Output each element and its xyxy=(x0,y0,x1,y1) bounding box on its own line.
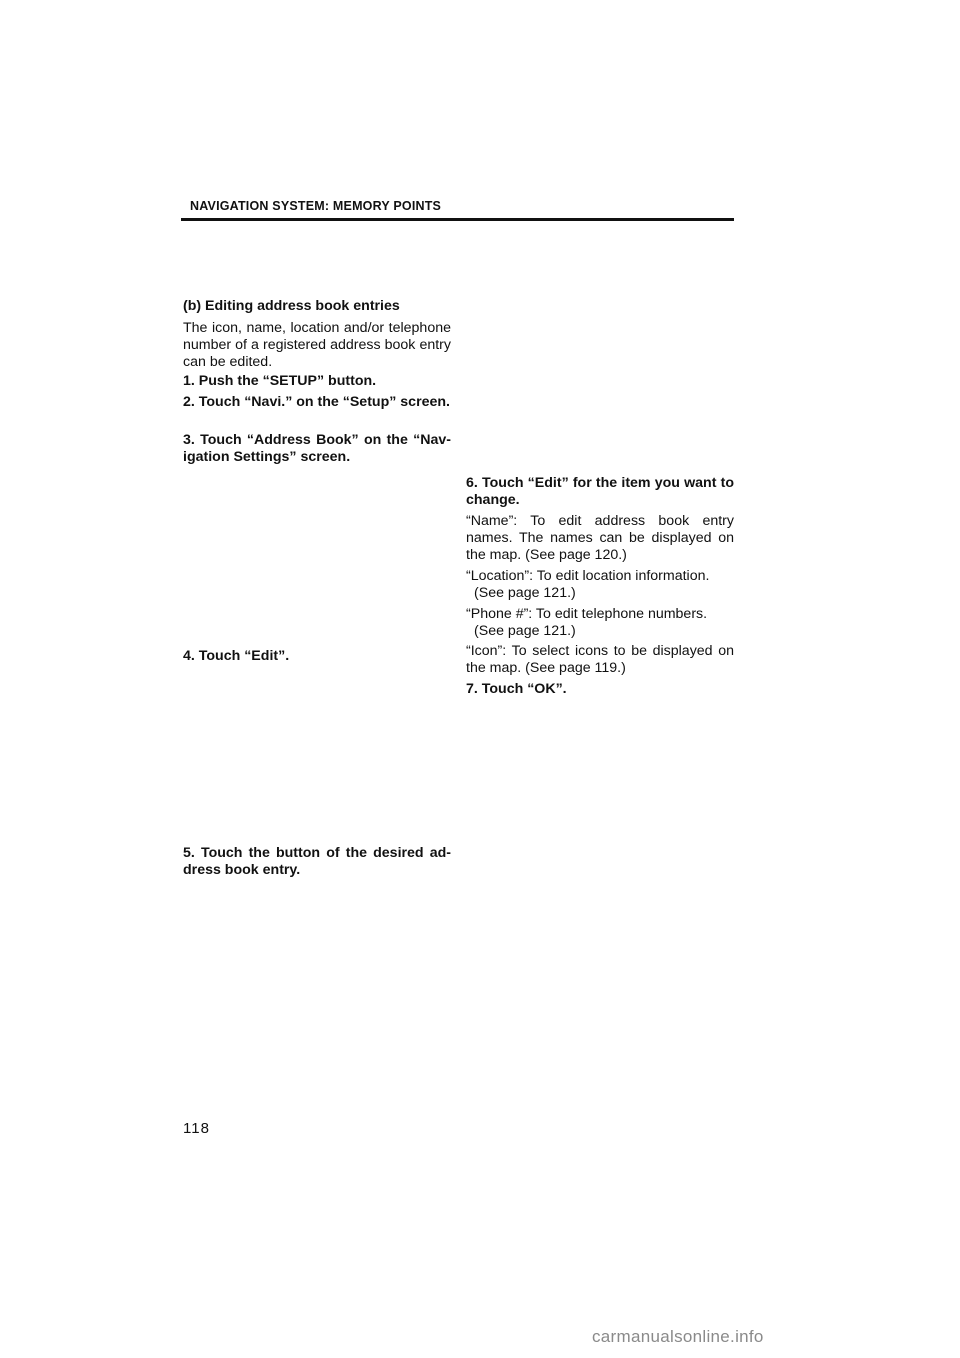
step-3: 3. Touch “Address Book” on the “Nav-igation Settings” screen. xyxy=(183,432,451,465)
step-4: 4. Touch “Edit”. xyxy=(183,648,290,664)
subheading: (b) Editing address book entries xyxy=(183,298,400,314)
right-column xyxy=(466,0,734,1358)
page-number: 118 xyxy=(183,1120,210,1137)
watermark: carmanualsonline.info xyxy=(592,1327,764,1346)
item-location: “Location”: To edit location information. xyxy=(466,568,710,584)
section-title: NAVIGATION SYSTEM: MEMORY POINTS xyxy=(190,199,442,213)
item-icon: “Icon”: To select icons to be displayed on the map. (See page 119.) xyxy=(466,643,734,676)
step-1: 1. Push the “SETUP” button. xyxy=(183,373,377,389)
item-phone-ref: (See page 121.) xyxy=(474,623,576,639)
step-7: 7. Touch “OK”. xyxy=(466,681,567,697)
item-name: “Name”: To edit address book entry names. The names can be displayed on the map. (See page 120.) xyxy=(466,513,734,563)
step-2: 2. Touch “Navi.” on the “Setup” screen. xyxy=(183,394,450,410)
step-5: 5. Touch the button of the desired ad-dress book entry. xyxy=(183,845,451,878)
item-phone: “Phone #”: To edit telephone numbers. xyxy=(466,606,708,622)
intro-paragraph: The icon, name, location and/or telephone number of a registered address book entry can be edited. xyxy=(183,320,451,370)
left-column xyxy=(183,0,451,1358)
step-6: 6. Touch “Edit” for the item you want to change. xyxy=(466,475,734,508)
item-location-ref: (See page 121.) xyxy=(474,585,576,601)
